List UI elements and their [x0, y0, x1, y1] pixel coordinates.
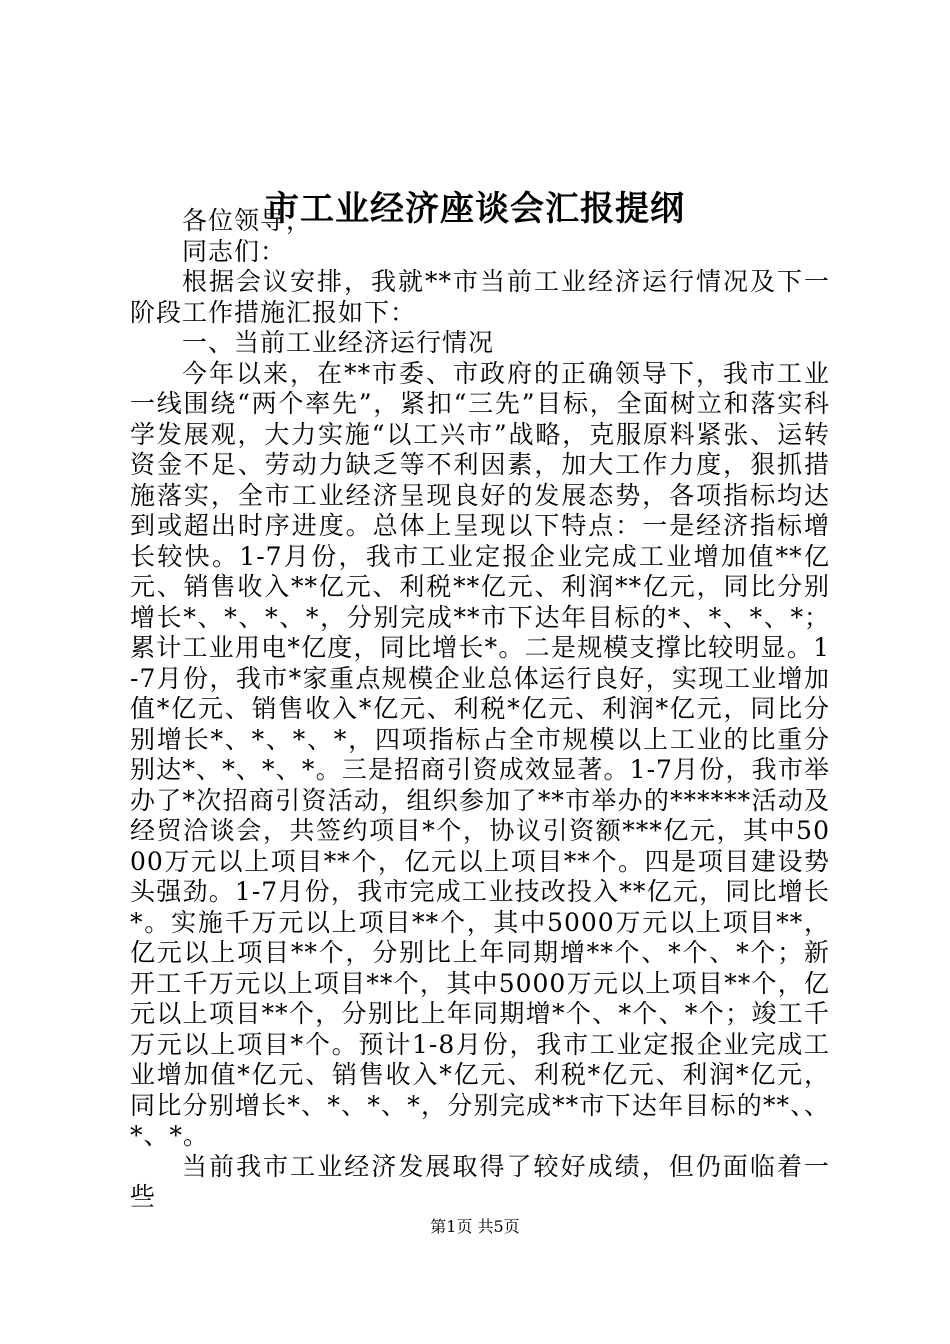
salutation-leaders: 各位领导，	[182, 206, 313, 235]
body-paragraph-2: 当前我市工业经济发展取得了较好成绩，但仍面临着一些	[130, 1151, 830, 1211]
section-heading-1: 一、当前工业经济运行情况	[182, 328, 495, 357]
intro-paragraph: 根据会议安排，我就**市当前工业经济运行情况及下一阶段工作措施汇报如下：	[130, 267, 830, 327]
document-body	[130, 206, 830, 1213]
document-title: 市工业经济座谈会汇报提纲	[265, 189, 685, 229]
salutation-comrades: 同志们：	[182, 236, 287, 266]
body-paragraph-1: 今年以来，在**市委、市政府的正确领导下，我市工业一线围绕“两个率先”，紧扣“三先”目标，全面树立和落实科学发展观，大力实施“以工兴市”战略，克服原料紧张、运转资金不足、劳动力缺乏等不利因素，加大工作力度，狠抓措施落实，全市工业经济呈现良好的发展态势，各项指标均达到或超出时序进度。总体上呈现以下特点：一是经济指标增长较快。1-7月份，我市工业定报企业完成工业增加值**亿元、销售收入**亿元、利税**亿元、利润**亿元，同比分别增长*、*、*、*，分别完成**市下达年目标的*、*、*、*；累计工业用电*亿度，同比增长*。二是规模支撑比较明显。1-7月份，我市*家重点规模企业总体运行良好，实现工业增加值*亿元、销售收入*亿元、利税*亿元、利润*亿元，同比分别增长*、*、*、*，四项指标占全市规模以上工业的比重分别达*、*、*、*。三是招商引资成效显著。1-7月份，我市举办了*次招商引资活动，组织参加了**市举办的******活动及经贸洽谈会，共签约项目*个，协议引资额***亿元，其中5000万元以上项目**个，亿元以上项目**个。四是项目建设势头强劲。1-7月份，我市完成工业技改投入**亿元，同比增长*。实施千万元以上项目**个，其中5000万元以上项目**，亿元以上项目**个，分别比上年同期增**个、*个、*个；新开工千万元以上项目**个，其中5000万元以上项目**个，亿元以上项目**个，分别比上年同期增*个、*个、*个；竣工千万元以上项目*个。预计1-8月份，我市工业定报企业完成工业增加值*亿元、销售收入*亿元、利税*亿元、利润*亿元，同比分别增长*、*、*、*，分别完成**市下达年目标的**、、*、*。	[130, 358, 830, 1150]
page-footer: 第1页 共5页	[430, 1217, 520, 1236]
